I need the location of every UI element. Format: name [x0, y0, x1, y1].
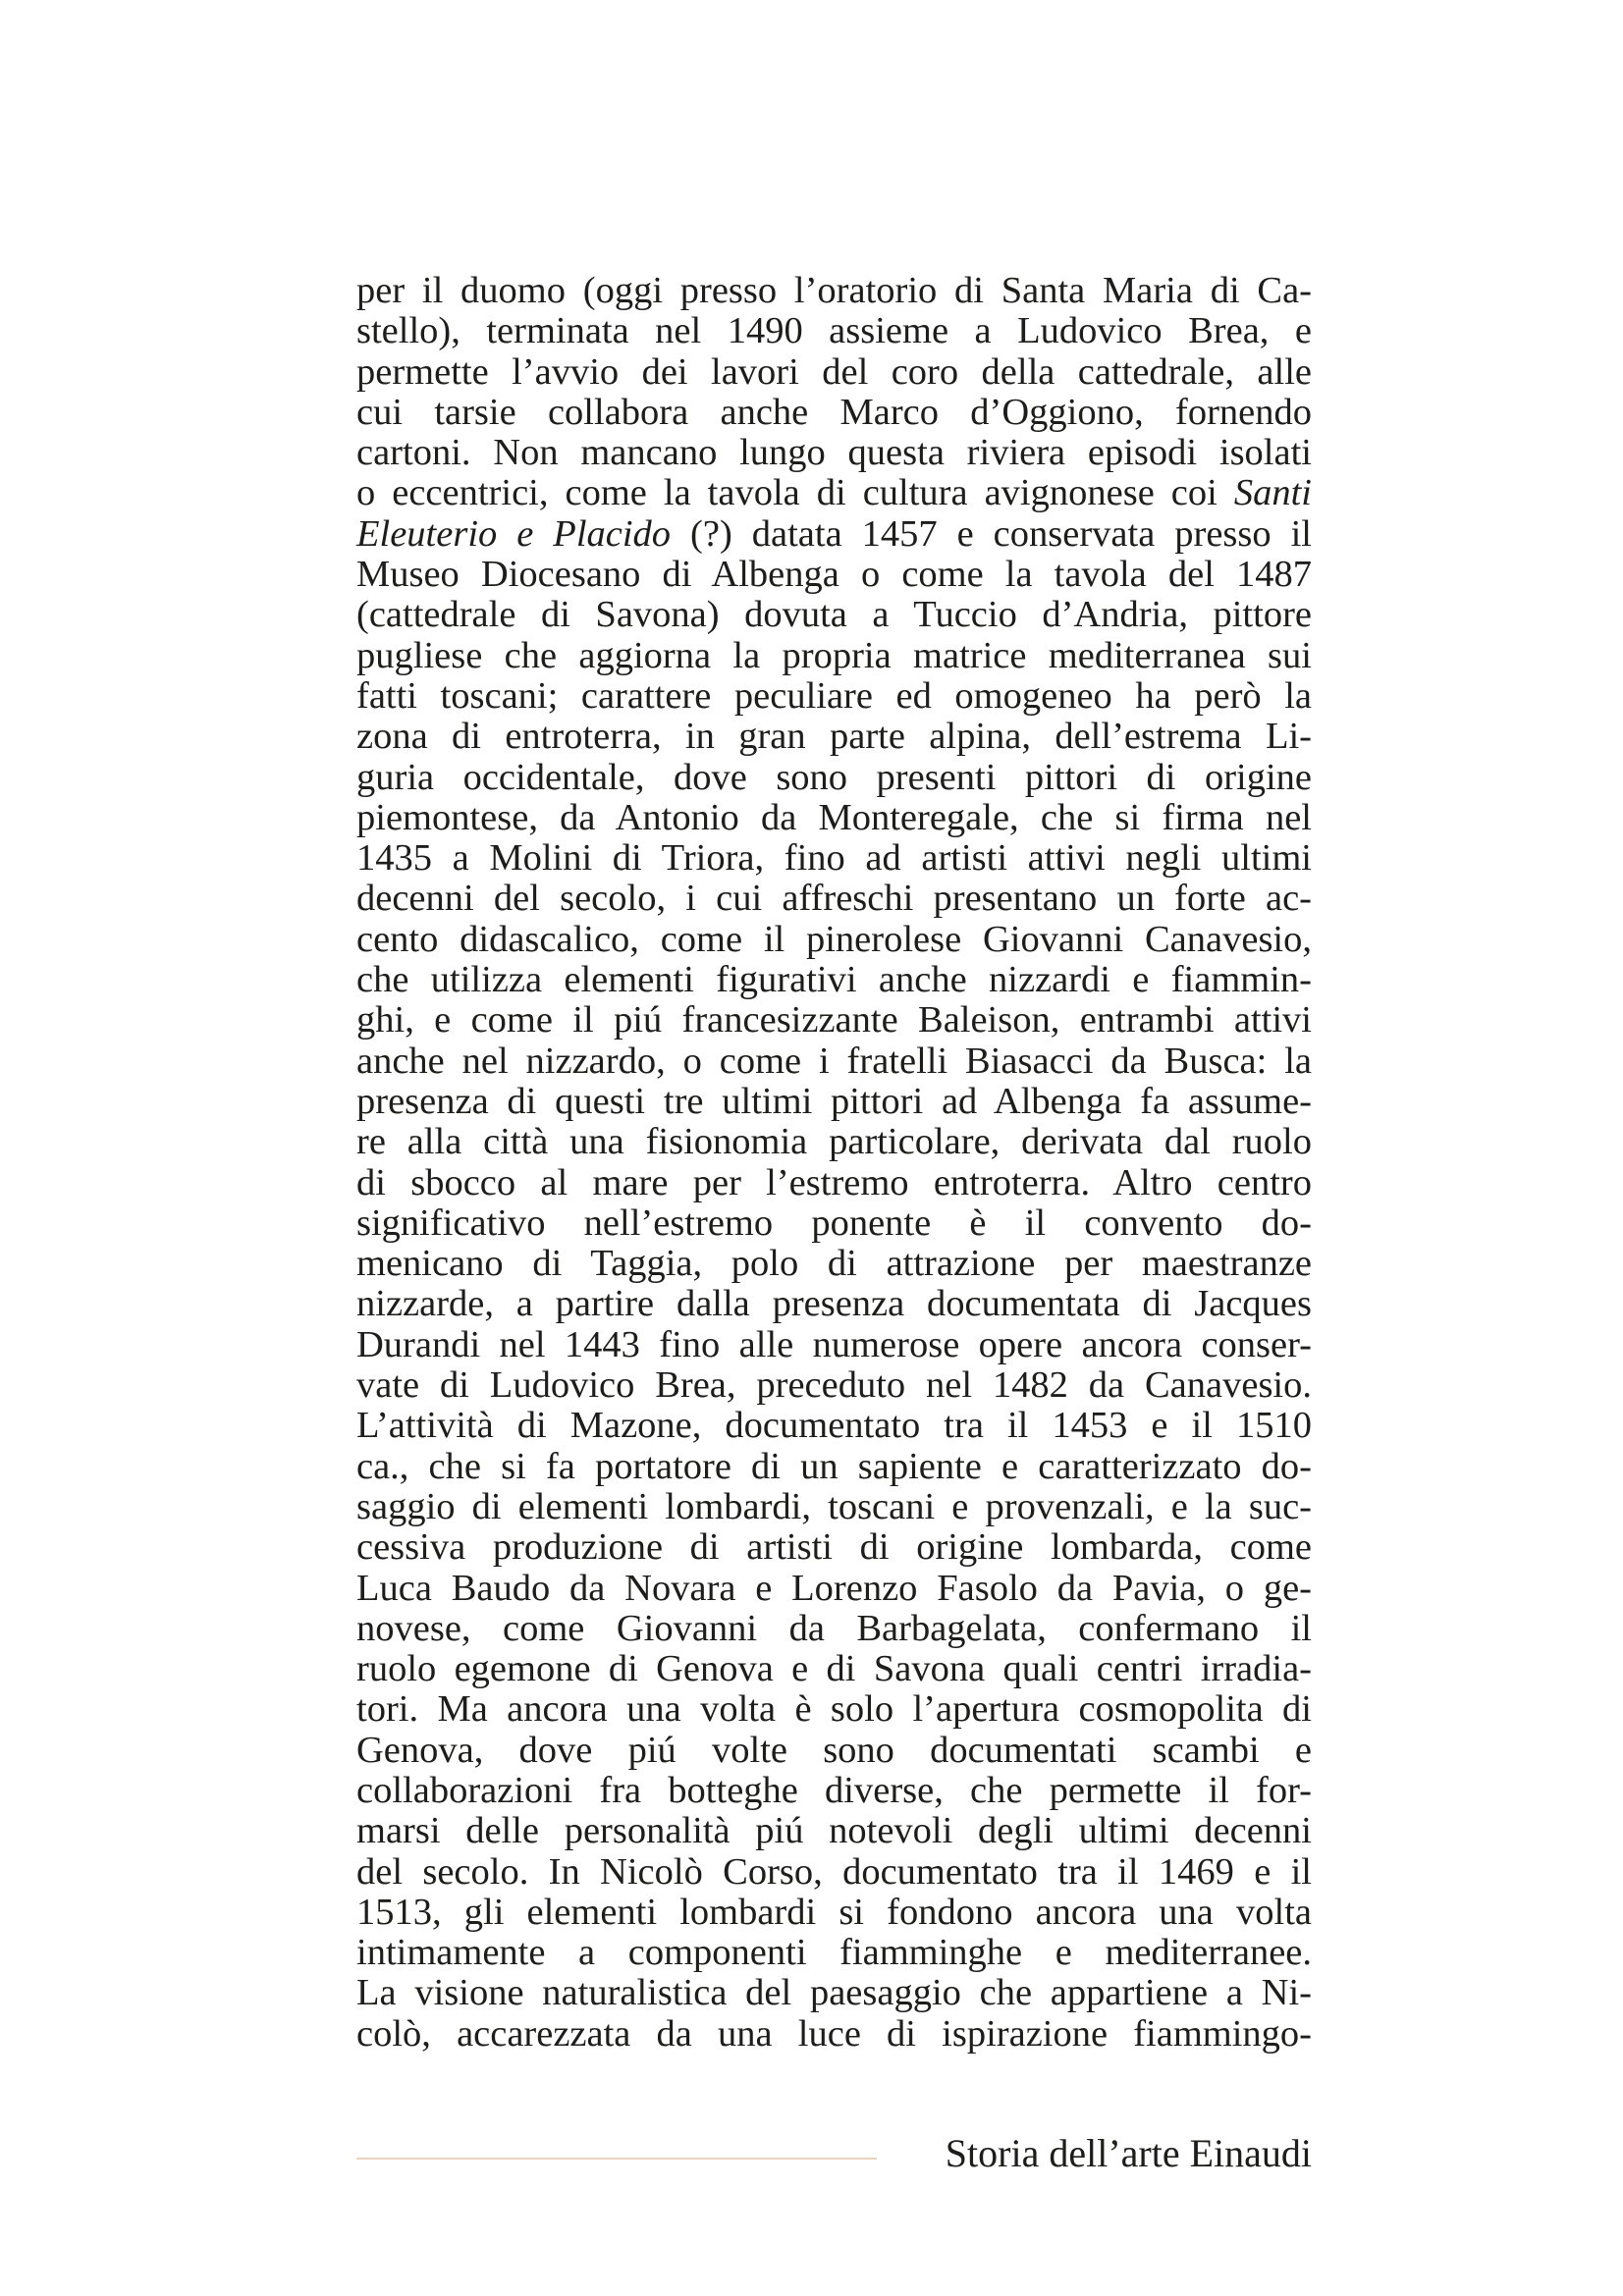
text-line: Luca Baudo da Novara e Lorenzo Fasolo da Pavia, o ge-: [356, 1567, 1312, 1609]
text-line: cento didascalico, come il pinerolese Giovanni Canavesio,: [356, 918, 1312, 960]
text-line: fatti toscani; carattere peculiare ed omogeneo ha però la: [356, 674, 1312, 717]
text-line: cessiva produzione di artisti di origine lombarda, come: [356, 1526, 1312, 1569]
text-line: presenza di questi tre ultimi pittori ad Albenga fa assume-: [356, 1080, 1312, 1122]
text-line: marsi delle personalità piú notevoli degli ultimi decenni: [356, 1810, 1312, 1852]
text-line: significativo nell’estremo ponente è il convento do-: [356, 1201, 1312, 1244]
text-line: Museo Diocesano di Albenga o come la tavola del 1487: [356, 554, 1312, 596]
text-segment: (?) datata 1457 e conservata presso il: [690, 512, 1312, 555]
text-line: di sbocco al mare per l’estremo entroterra. Altro centro: [356, 1161, 1312, 1203]
text-line: (cattedrale di Savona) dovuta a Tuccio d’Andria, pittore: [356, 594, 1312, 636]
text-line: guria occidentale, dove sono presenti pittori di origine: [356, 756, 1312, 798]
footer-divider: [356, 2158, 877, 2160]
text-line-with-italic: [356, 514, 1312, 555]
text-line: cartoni. Non mancano lungo questa riviera episodi isolati: [356, 432, 1312, 474]
text-line: anche nel nizzardo, o come i fratelli Biasacci da Busca: la: [356, 1040, 1312, 1082]
text-line: intimamente a componenti fiamminghe e mediterranee.: [356, 1932, 1312, 1974]
text-line: zona di entroterra, in gran parte alpina, dell’estrema Li-: [356, 716, 1312, 758]
text-line: Genova, dove piú volte sono documentati scambi e: [356, 1729, 1312, 1771]
text-line: saggio di elementi lombardi, toscani e provenzali, e la suc-: [356, 1485, 1312, 1527]
text-line: novese, come Giovanni da Barbagelata, confermano il: [356, 1607, 1312, 1649]
text-segment: o eccentrici, come la tavola di cultura avignonese coi: [356, 472, 1217, 514]
text-line: cui tarsie collabora anche Marco d’Oggiono, fornendo: [356, 391, 1312, 433]
text-line: ghi, e come il piú francesizzante Baleison, entrambi attivi: [356, 999, 1312, 1041]
italic-title: Eleuterio e Placido: [356, 512, 672, 555]
text-line: menicano di Taggia, polo di attrazione per maestranze: [356, 1243, 1312, 1285]
text-line: che utilizza elementi figurativi anche nizzardi e fiammin-: [356, 959, 1312, 1001]
text-line: 1435 a Molini di Triora, fino ad artisti attivi negli ultimi: [356, 837, 1312, 880]
text-line: Durandi nel 1443 fino alle numerose opere ancora conser-: [356, 1323, 1312, 1365]
text-line: L’attività di Mazone, documentato tra il 1453 e il 1510: [356, 1405, 1312, 1447]
text-line: ca., che si fa portatore di un sapiente e caratterizzato do-: [356, 1445, 1312, 1487]
text-line: collaborazioni fra botteghe diverse, che permette il for-: [356, 1769, 1312, 1811]
body-text: [356, 271, 1312, 2055]
text-line-with-italic: [356, 473, 1312, 513]
text-line: permette l’avvio dei lavori del coro della cattedrale, alle: [356, 350, 1312, 393]
italic-title: Santi: [1233, 472, 1312, 514]
text-line: per il duomo (oggi presso l’oratorio di Santa Maria di Ca-: [356, 270, 1312, 311]
text-line: tori. Ma ancora una volta è solo l’apertura cosmopolita di: [356, 1688, 1312, 1731]
footer-title: Storia dell’arte Einaudi: [945, 2131, 1312, 2175]
text-line: re alla città una fisionomia particolare, derivata dal ruolo: [356, 1121, 1312, 1163]
text-line: pugliese che aggiorna la propria matrice mediterranea sui: [356, 634, 1312, 676]
text-line: decenni del secolo, i cui affreschi presentano un forte ac-: [356, 878, 1312, 920]
text-line: nizzarde, a partire dalla presenza documentata di Jacques: [356, 1283, 1312, 1325]
text-line: vate di Ludovico Brea, preceduto nel 1482 da Canavesio.: [356, 1364, 1312, 1407]
text-line: ruolo egemone di Genova e di Savona quali centri irradia-: [356, 1648, 1312, 1690]
text-line: stello), terminata nel 1490 assieme a Ludovico Brea, e: [356, 310, 1312, 352]
text-line: 1513, gli elementi lombardi si fondono ancora una volta: [356, 1891, 1312, 1933]
text-line: del secolo. In Nicolò Corso, documentato tra il 1469 e il: [356, 1850, 1312, 1893]
text-line: piemontese, da Antonio da Monteregale, che si firma nel: [356, 796, 1312, 838]
page-footer: [356, 2130, 1312, 2179]
text-line: colò, accarezzata da una luce di ispirazione fiammingo-: [356, 2012, 1312, 2055]
text-line: La visione naturalistica del paesaggio che appartiene a Ni-: [356, 1972, 1312, 2014]
